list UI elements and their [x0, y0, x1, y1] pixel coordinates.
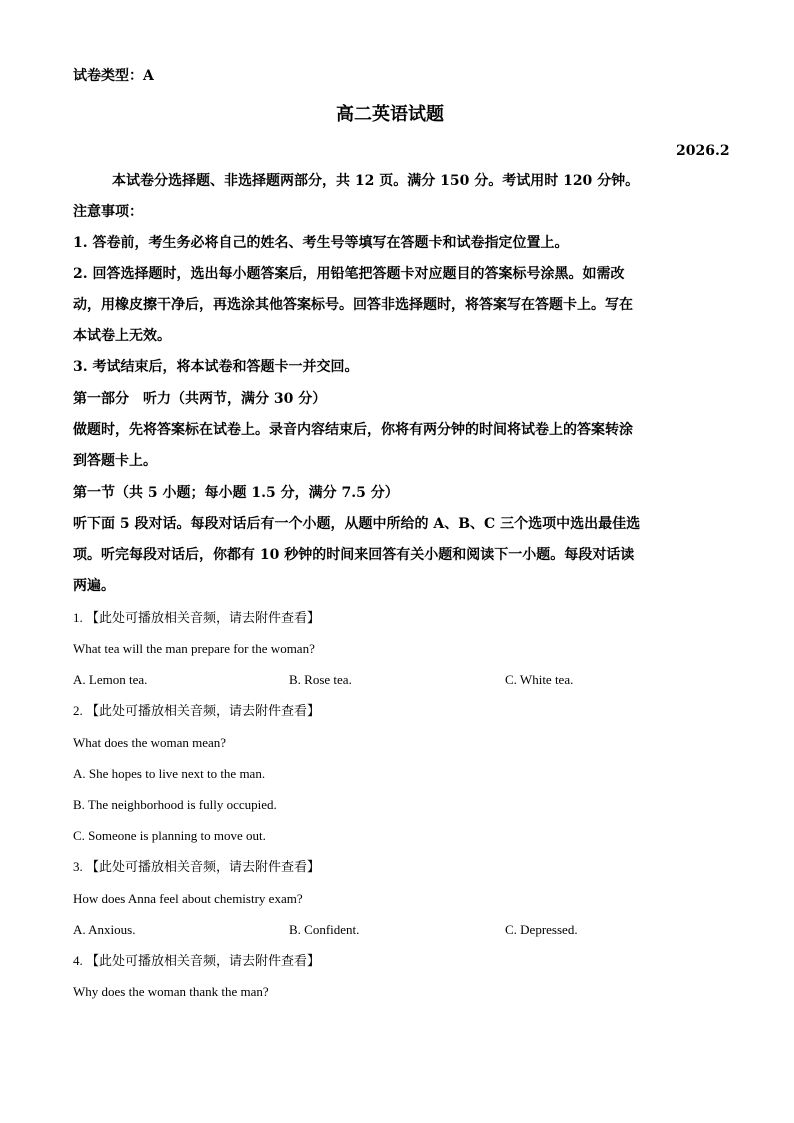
audio-placeholder-q4[interactable]: 4. 【此处可播放相关音频，请去附件查看】 [73, 953, 321, 968]
option-b-q1: B. Rose tea. [289, 672, 352, 687]
option-c-q2: C. Someone is planning to move out. [73, 828, 266, 843]
section1-instruction-line3: 两遍。 [73, 578, 115, 594]
exam-date: 2026.2 [676, 143, 730, 159]
part1-instruction-line2: 到答题卡上。 [73, 453, 157, 469]
page-title: 高二英语试题 [336, 104, 444, 125]
audio-placeholder-q3[interactable]: 3. 【此处可播放相关音频，请去附件查看】 [73, 859, 321, 874]
option-c-q1: C. White tea. [505, 672, 574, 687]
note-item-1: 1. 答卷前，考生务必将自己的姓名、考生号等填写在答题卡和试卷指定位置上。 [73, 235, 569, 251]
section1-heading: 第一节（共 5 小题；每小题 1.5 分，满分 7.5 分） [73, 485, 399, 501]
note-item-2-line2: 动，用橡皮擦干净后，再选涂其他答案标号。回答非选择题时，将答案写在答题卡上。写在 [73, 297, 633, 313]
question-stem-q3: How does Anna feel about chemistry exam? [73, 891, 303, 906]
question-stem-q4: Why does the woman thank the man? [73, 984, 269, 999]
option-a-q2: A. She hopes to live next to the man. [73, 766, 266, 781]
audio-placeholder-q2[interactable]: 2. 【此处可播放相关音频，请去附件查看】 [73, 703, 321, 718]
question-stem-q2: What does the woman mean? [73, 735, 227, 750]
note-item-3: 3. 考试结束后，将本试卷和答题卡一并交回。 [73, 359, 359, 375]
paper-type: 试卷类型：A [73, 68, 154, 84]
part1-instruction-line1: 做题时，先将答案标在试卷上。录音内容结束后，你将有两分钟的时间将试卷上的答案转涂 [73, 422, 633, 438]
option-a-q1: A. Lemon tea. [73, 672, 148, 687]
part1-heading: 第一部分 听力（共两节，满分 30 分） [73, 391, 327, 407]
notes-heading: 注意事项： [73, 204, 143, 220]
option-b-q3: B. Confident. [289, 922, 360, 937]
option-a-q3: A. Anxious. [73, 922, 136, 937]
audio-placeholder-q1[interactable]: 1. 【此处可播放相关音频，请去附件查看】 [73, 610, 321, 625]
section1-instruction-line2: 项。听完每段对话后，你都有 10 秒钟的时间来回答有关小题和阅读下一小题。每段对话读 [73, 547, 635, 563]
question-stem-q1: What tea will the man prepare for the woman? [73, 641, 315, 656]
option-b-q2: B. The neighborhood is fully occupied. [73, 797, 277, 812]
note-item-2-line1: 2. 回答选择题时，选出每小题答案后，用铅笔把答题卡对应题目的答案标号涂黑。如需改 [73, 266, 625, 282]
intro-text: 本试卷分选择题、非选择题两部分，共 12 页。满分 150 分。考试用时 120 分钟。 [112, 173, 640, 189]
note-item-2-line3: 本试卷上无效。 [73, 328, 171, 344]
option-c-q3: C. Depressed. [505, 922, 578, 937]
section1-instruction-line1: 听下面 5 段对话。每段对话后有一个小题，从题中所给的 A、B、C 三个选项中选出最佳选 [73, 516, 641, 532]
